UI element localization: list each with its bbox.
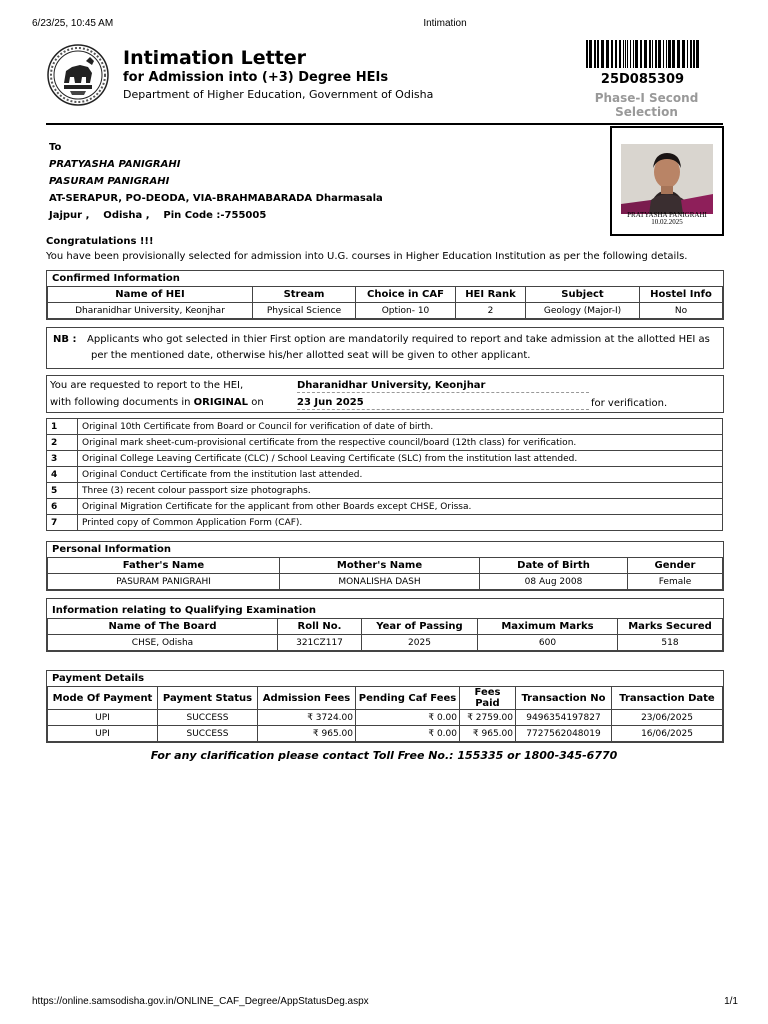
- application-number: 25D085309: [600, 72, 685, 87]
- barcode-bar: [627, 40, 628, 68]
- contact-helpline: For any clarification please contact Toll Free No.: 155335 or 1800-345-6770: [150, 749, 618, 762]
- barcode-bar: [601, 40, 604, 68]
- section-title: Confirmed Information: [52, 273, 180, 284]
- barcode-bar: [589, 40, 592, 68]
- column-header: Subject: [526, 287, 640, 303]
- column-header: Admission Fees: [258, 687, 356, 710]
- barcode-bar: [633, 40, 634, 68]
- barcode-bar: [690, 40, 692, 68]
- reporting-instructions: [46, 375, 724, 413]
- table-cell: MONALISHA DASH: [280, 574, 480, 590]
- address-line-1: AT-SERAPUR, PO-DEODA, VIA-BRAHMABARADA Dharmasala: [49, 193, 383, 204]
- report-original-word: ORIGINAL: [193, 397, 249, 408]
- table-cell: SUCCESS: [158, 726, 258, 742]
- list-item: [47, 435, 723, 451]
- table-cell: PASURAM PANIGRAHI: [48, 574, 280, 590]
- table-cell: 321CZ117: [278, 635, 362, 651]
- odisha-emblem-icon: [46, 43, 110, 107]
- documents-list: [46, 418, 723, 531]
- payment-details-section: [46, 670, 724, 743]
- list-item: [47, 499, 723, 515]
- congratulations-text: Congratulations !!!: [46, 236, 154, 247]
- table-cell: 08 Aug 2008: [480, 574, 628, 590]
- table-header-row: [48, 619, 723, 635]
- table-row: [48, 574, 723, 590]
- document-text: Printed copy of Common Application Form (CAF).: [78, 515, 723, 531]
- page-title: Intimation Letter: [123, 47, 307, 69]
- document-number: 6: [47, 499, 78, 515]
- list-item: [47, 483, 723, 499]
- document-text: Original College Leaving Certificate (CLC) / School Leaving Certificate (SLC) from the institution last attended.: [78, 451, 723, 467]
- documents-table: [46, 418, 723, 531]
- table-cell: UPI: [48, 710, 158, 726]
- document-number: 2: [47, 435, 78, 451]
- table-cell: ₹ 2759.00: [460, 710, 516, 726]
- document-number: 4: [47, 467, 78, 483]
- qualifying-exam-section: [46, 598, 724, 652]
- column-header: Transaction No: [516, 687, 612, 710]
- column-header: Fees Paid: [460, 687, 516, 710]
- column-header: Maximum Marks: [478, 619, 618, 635]
- barcode-bar: [640, 40, 642, 68]
- list-item: [47, 451, 723, 467]
- document-number: 7: [47, 515, 78, 531]
- table-row: [48, 635, 723, 651]
- barcode-bar: [687, 40, 688, 68]
- report-line-2-post: on: [248, 397, 264, 408]
- document-number: 5: [47, 483, 78, 499]
- table-row: [48, 726, 723, 742]
- barcode-bar: [594, 40, 596, 68]
- print-url: https://online.samsodisha.gov.in/ONLINE_CAF_Degree/AppStatusDeg.aspx: [32, 996, 369, 1007]
- report-date: 23 Jun 2025: [297, 397, 589, 410]
- report-line-2-pre: with following documents in: [50, 397, 194, 408]
- barcode-bar: [611, 40, 613, 68]
- section-title: Payment Details: [52, 673, 145, 684]
- barcode-bar: [672, 40, 675, 68]
- table-cell: No: [640, 303, 723, 319]
- print-timestamp: 6/23/25, 10:45 AM: [32, 18, 114, 29]
- table-row: [48, 303, 723, 319]
- table-cell: 600: [478, 635, 618, 651]
- table-cell: ₹ 965.00: [258, 726, 356, 742]
- qualifying-table: [47, 618, 723, 651]
- barcode-bar: [658, 40, 661, 68]
- table-cell: UPI: [48, 726, 158, 742]
- barcode-bar: [625, 40, 626, 68]
- barcode-bar: [606, 40, 609, 68]
- column-header: Mode Of Payment: [48, 687, 158, 710]
- table-cell: ₹ 965.00: [460, 726, 516, 742]
- table-cell: 7727562048019: [516, 726, 612, 742]
- column-header: Roll No.: [278, 619, 362, 635]
- column-header: Father's Name: [48, 558, 280, 574]
- payment-table: [47, 686, 723, 742]
- barcode-bar: [635, 40, 638, 68]
- page-subtitle: for Admission into (+3) Degree HEIs: [123, 70, 389, 85]
- column-header: Name of HEI: [48, 287, 253, 303]
- table-cell: ₹ 0.00: [356, 726, 460, 742]
- table-row: [48, 710, 723, 726]
- report-line-2: [50, 397, 264, 408]
- column-header: Hostel Info: [640, 287, 723, 303]
- column-header: Payment Status: [158, 687, 258, 710]
- barcode-bar: [597, 40, 599, 68]
- barcode-bar: [623, 40, 624, 68]
- table-cell: 9496354197827: [516, 710, 612, 726]
- report-suffix: for verification.: [591, 398, 668, 409]
- barcode-bar: [655, 40, 657, 68]
- confirmed-table: [47, 286, 723, 319]
- document-number: 3: [47, 451, 78, 467]
- barcode-bar: [696, 40, 699, 68]
- barcode-bar: [619, 40, 621, 68]
- personal-information-section: [46, 541, 724, 591]
- column-header: Stream: [253, 287, 356, 303]
- table-cell: 16/06/2025: [612, 726, 723, 742]
- table-cell: Female: [628, 574, 723, 590]
- barcode-bar: [693, 40, 695, 68]
- column-header: Year of Passing: [362, 619, 478, 635]
- confirmed-information-section: [46, 270, 724, 320]
- department-name: Department of Higher Education, Government of Odisha: [123, 88, 434, 101]
- document-text: Original 10th Certificate from Board or Council for verification of date of birth.: [78, 419, 723, 435]
- address-line-2: Jajpur , Odisha , Pin Code :-755005: [49, 210, 267, 221]
- barcode-bar: [644, 40, 647, 68]
- column-header: Mother's Name: [280, 558, 480, 574]
- barcode-bar: [615, 40, 617, 68]
- candidate-photo-image: [621, 144, 713, 214]
- selection-phase: Phase-I Second Selection: [594, 91, 699, 119]
- barcode: [586, 40, 699, 68]
- barcode-bar: [630, 40, 631, 68]
- candidate-photo: [610, 126, 724, 236]
- table-cell: Physical Science: [253, 303, 356, 319]
- column-header: Marks Secured: [618, 619, 723, 635]
- photo-caption-date: 10.02.2025: [651, 218, 683, 226]
- table-cell: 518: [618, 635, 723, 651]
- document-text: Original mark sheet-cum-provisional certificate from the respective council/board (12th class) for verification.: [78, 435, 723, 451]
- selection-intro-text: You have been provisionally selected for admission into U.G. courses in Higher Education Institution as per the following details.: [46, 251, 688, 262]
- table-cell: Option- 10: [356, 303, 456, 319]
- table-cell: Dharanidhar University, Keonjhar: [48, 303, 253, 319]
- table-cell: Geology (Major-I): [526, 303, 640, 319]
- report-hei-name: Dharanidhar University, Keonjhar: [297, 380, 589, 393]
- document-text: Original Migration Certificate for the applicant from other Boards except CHSE, Orissa.: [78, 499, 723, 515]
- address-to: To: [49, 142, 62, 153]
- list-item: [47, 515, 723, 531]
- candidate-name: PRATYASHA PANIGRAHI: [49, 159, 181, 170]
- nb-notice: [46, 327, 724, 369]
- nb-line-1: Applicants who got selected in thier First option are mandatorily required to report and take admission at the allotted HEI as: [87, 334, 710, 345]
- address-block: [49, 139, 383, 224]
- header-divider: [46, 123, 723, 125]
- barcode-bar: [649, 40, 651, 68]
- nb-line-2: per the mentioned date, otherwise his/her allotted seat will be given to other applicant.: [91, 350, 531, 361]
- section-title: Personal Information: [52, 544, 171, 555]
- table-cell: 2025: [362, 635, 478, 651]
- list-item: [47, 467, 723, 483]
- photo-caption-name: PRATYASHA PANIGRAHI: [627, 211, 707, 219]
- column-header: Name of The Board: [48, 619, 278, 635]
- barcode-bar: [586, 40, 588, 68]
- table-cell: 2: [456, 303, 526, 319]
- column-header: Date of Birth: [480, 558, 628, 574]
- table-header-row: [48, 687, 723, 710]
- barcode-bar: [666, 40, 667, 68]
- parent-name: PASURAM PANIGRAHI: [49, 176, 170, 187]
- table-cell: ₹ 0.00: [356, 710, 460, 726]
- column-header: Choice in CAF: [356, 287, 456, 303]
- personal-table: [47, 557, 723, 590]
- table-cell: SUCCESS: [158, 710, 258, 726]
- barcode-bar: [682, 40, 685, 68]
- table-cell: ₹ 3724.00: [258, 710, 356, 726]
- barcode-bar: [652, 40, 653, 68]
- document-text: Three (3) recent colour passport size photographs.: [78, 483, 723, 499]
- table-header-row: [48, 287, 723, 303]
- photo-caption: [621, 212, 713, 226]
- nb-label: NB :: [53, 334, 77, 345]
- barcode-bar: [663, 40, 664, 68]
- section-title: Information relating to Qualifying Examination: [52, 605, 317, 616]
- barcode-bar: [668, 40, 671, 68]
- column-header: Gender: [628, 558, 723, 574]
- barcode-bar: [677, 40, 680, 68]
- column-header: Pending Caf Fees: [356, 687, 460, 710]
- column-header: Transaction Date: [612, 687, 723, 710]
- print-page-count: 1/1: [724, 996, 738, 1007]
- document-number: 1: [47, 419, 78, 435]
- column-header: HEI Rank: [456, 287, 526, 303]
- table-cell: 23/06/2025: [612, 710, 723, 726]
- table-header-row: [48, 558, 723, 574]
- report-line-1: You are requested to report to the HEI,: [50, 380, 244, 391]
- list-item: [47, 419, 723, 435]
- print-page-title: Intimation: [423, 18, 467, 29]
- table-cell: CHSE, Odisha: [48, 635, 278, 651]
- document-text: Original Conduct Certificate from the institution last attended.: [78, 467, 723, 483]
